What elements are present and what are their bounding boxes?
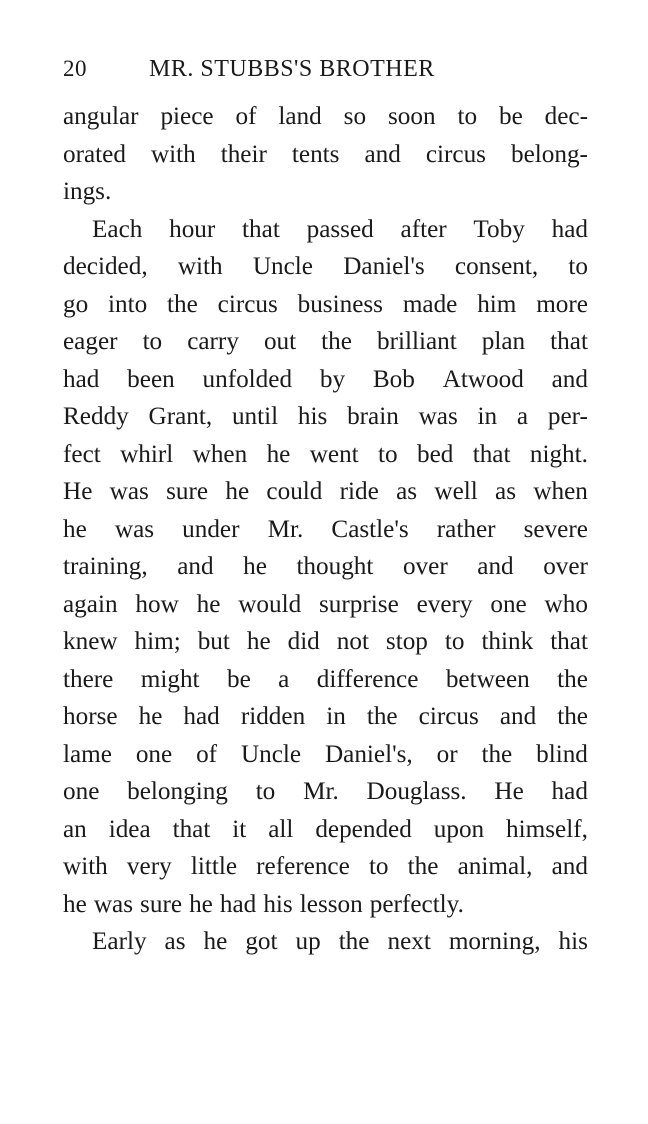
word: had [219,890,257,918]
word: the [557,703,588,730]
word: an [63,815,87,843]
text-line [63,211,588,249]
word: fect [63,440,101,468]
word: He [63,478,93,505]
word: Early [92,928,147,955]
word: the [321,328,352,355]
text-line [63,698,588,736]
body-text [63,98,588,961]
word: one [490,590,527,618]
word: him; [134,628,181,655]
word: rather [436,515,496,543]
word: bed [416,440,454,468]
word: Uncle [240,740,302,768]
word: reference [256,853,350,880]
word: to [368,853,389,880]
word: his [297,403,328,430]
word: that [172,815,211,843]
word: himself, [506,815,588,843]
word: Bob [372,365,415,393]
word: he [246,628,271,655]
word: the [338,928,370,955]
word: horse [63,703,118,730]
word: by [319,365,346,393]
word: lesson [299,890,363,918]
word: ridden [240,703,306,730]
word: Mr. [303,778,339,805]
word: eager [63,328,118,355]
text-line [63,586,588,624]
word: all [268,815,294,843]
word: that [472,440,511,468]
text-line [63,886,588,924]
word: go [63,290,89,318]
word: circus [425,140,486,168]
word: piece [160,103,214,130]
word: a [278,665,290,693]
running-head [63,56,588,90]
word: that [242,215,280,243]
word: of [196,740,218,768]
word: their [220,140,267,168]
word: night. [529,440,588,468]
word: he [225,478,250,505]
word: blind [536,740,588,768]
word: it [232,815,247,843]
word: consent, [454,253,539,280]
word: who [544,590,588,618]
word: lame [63,740,112,768]
word: not [336,628,369,655]
word: was [418,403,458,430]
word: been [127,365,175,393]
text-line [63,736,588,774]
word: did [287,628,320,655]
word: He [494,778,524,805]
word: to [444,628,465,655]
word: up [295,928,321,955]
book-page [63,56,588,961]
word: was [114,515,155,543]
word: whirl [120,440,174,468]
word: circus [418,703,479,730]
word: belonging [127,778,228,805]
word: in [326,703,346,730]
word: and [551,365,588,393]
word: the [167,290,198,318]
word: severe [523,515,588,543]
word: over [543,553,588,580]
word: was [93,890,133,918]
word: went [309,440,359,468]
word: but [197,628,230,655]
word: with [150,140,196,168]
word: was [109,478,149,505]
word: and [364,140,401,168]
text-line [63,473,588,511]
word: think [481,628,534,655]
word: to [378,440,398,468]
text-line [63,773,588,811]
word: next [387,928,431,955]
word: again [63,590,118,618]
word: thought [296,553,374,580]
word: his [263,890,293,918]
word: one [135,740,173,768]
word: a [516,403,529,430]
word: Douglass. [366,778,467,805]
word: Daniel's, [324,740,413,768]
text-line [63,398,588,436]
word: depended [315,815,412,843]
word: and [477,553,514,580]
word: training, [63,553,148,580]
word: could [266,478,323,505]
word: brain [347,403,399,430]
word: tents [291,140,340,168]
text-line [63,361,588,399]
word: hour [169,215,216,243]
word: he [138,703,163,730]
word: made [402,290,458,318]
page-number: 20 [63,56,87,81]
word: be [498,103,523,130]
running-title: MR. STUBBS'S BROTHER [149,56,435,82]
word: over [402,553,448,580]
word: of [235,103,257,130]
word: so [343,103,367,130]
word: ride [339,478,379,505]
word: morning, [448,928,541,955]
word: and [551,853,588,880]
word: to [568,253,588,280]
word: when [192,440,248,468]
word: Mr. [267,515,304,543]
text-line [63,136,588,174]
word: he [63,890,87,918]
word: passed [306,215,374,243]
word: belong- [510,140,588,168]
word: after [400,215,447,243]
word: orated [63,140,126,168]
word: had [551,215,588,243]
text-line [63,548,588,586]
word: dec- [544,103,588,130]
word: the [481,740,513,768]
word: every [416,590,473,618]
word: to [457,103,478,130]
text-line [63,623,588,661]
word: and [177,553,214,580]
word: under [182,515,240,543]
word: one [63,778,100,805]
word: until [231,403,279,430]
text-line [63,811,588,849]
word: sure [140,890,183,918]
word: the [557,665,588,693]
text-line [63,248,588,286]
word: got [245,928,278,955]
word: the [407,853,439,880]
word: brilliant [376,328,457,355]
text-line [63,286,588,324]
word: sure [166,478,209,505]
word: carry [187,328,239,355]
word: business [297,290,383,318]
word: with [177,253,223,280]
word: to [255,778,276,805]
word: per- [547,403,588,430]
word: when [533,478,588,505]
word: plan [481,328,526,355]
text-line [63,323,588,361]
word: with [63,853,108,880]
word: and [499,703,537,730]
word: decided, [63,253,148,280]
word: had [551,778,588,805]
word: he [266,440,291,468]
word: to [142,328,163,355]
word: ings. [63,178,112,205]
word: very [126,853,172,880]
word: difference [316,665,419,693]
word: knew [63,628,118,655]
word: Castle's [331,515,409,543]
word: upon [433,815,485,843]
text-line [63,436,588,474]
word: unfolded [202,365,293,393]
word: little [190,853,237,880]
word: had [63,365,100,393]
word: stop [385,628,428,655]
word: animal, [457,853,533,880]
word: as [396,478,418,505]
word: Toby [473,215,525,243]
word: angular [63,103,139,130]
word: he [63,515,87,543]
word: Grant, [148,403,213,430]
word: Reddy [63,403,129,430]
text-line [63,661,588,699]
word: more [536,290,588,318]
word: him [477,290,517,318]
word: might [140,665,200,693]
text-line [63,848,588,886]
word: would [238,590,302,618]
word: he [203,928,228,955]
word: soon [387,103,436,130]
word: be [226,665,251,693]
word: into [108,290,148,318]
word: land [278,103,322,130]
word: perfectly. [369,890,464,918]
word: circus [217,290,278,318]
word: as [164,928,186,955]
word: Each [92,215,143,243]
text-line [63,923,588,961]
word: had [183,703,220,730]
word: that [550,328,588,355]
word: how [135,590,179,618]
word: out [263,328,297,355]
text-line [63,98,588,136]
word: Atwood [442,365,524,393]
word: he [189,890,213,918]
word: between [445,665,530,693]
word: Daniel's [343,253,425,280]
word: or [436,740,458,768]
word: Uncle [252,253,313,280]
text-line [63,173,588,211]
word: in [477,403,498,430]
word: he [196,590,221,618]
word: he [243,553,267,580]
word: surprise [319,590,399,618]
word: idea [108,815,151,843]
word: his [558,928,588,955]
word: that [550,628,588,655]
word: as [495,478,517,505]
word: well [434,478,478,505]
word: there [63,665,114,693]
word: the [366,703,398,730]
text-line [63,511,588,549]
